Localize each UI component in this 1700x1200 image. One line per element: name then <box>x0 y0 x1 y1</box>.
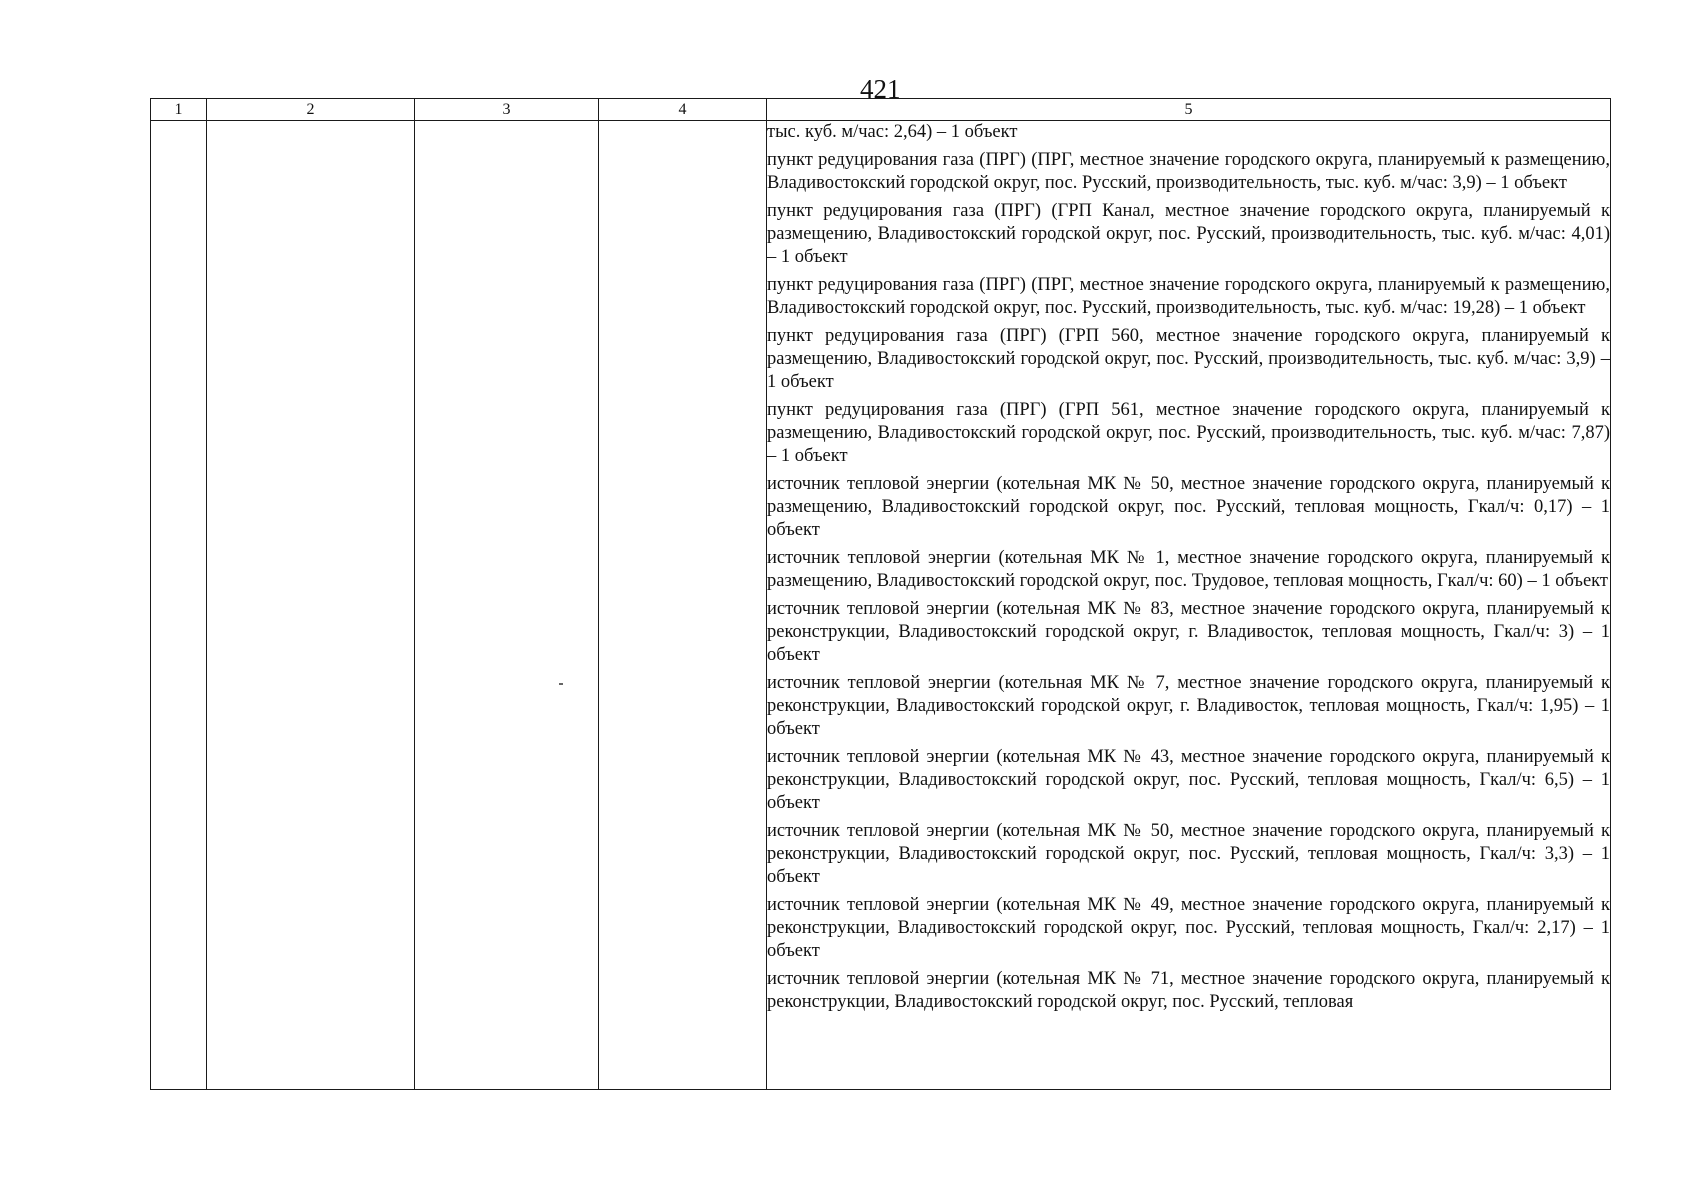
page-number: 421 <box>860 74 901 104</box>
entry-text: пункт редуцирования газа (ПРГ) (ГРП 560, местное значение городского округа, планируемый к размещению, Владивостокский городской округ, пос. Русский, производительность, тыс. куб. м/час: 3,9) – 1 объект <box>767 326 1610 392</box>
entry-text: пункт редуцирования газа (ПРГ) (ГРП 561, местное значение городского округа, планируемый к размещению, Владивостокский городской округ, пос. Русский, производительность, тыс. куб. м/час: 7,87) – 1 объект <box>767 400 1610 466</box>
document-table <box>150 98 1611 1090</box>
entry-text: источник тепловой энергии (котельная МК № 71, местное значение городского округа, планируемый к реконструкции, Владивостокский городской округ, пос. Русский, тепловая <box>767 969 1610 1012</box>
cell-col-1 <box>151 121 207 1090</box>
entry-text: пункт редуцирования газа (ПРГ) (ПРГ, местное значение городского округа, планируемый к размещению, Владивостокский городской округ, пос. Русский, производительность, тыс. куб. м/час: 19,28) – 1 объект <box>767 275 1610 318</box>
entry-text: пункт редуцирования газа (ПРГ) (ГРП Канал, местное значение городского округа, планируемый к размещению, Владивостокский городской округ, пос. Русский, производительность, тыс. куб. м/час: 4,01) – 1 объект <box>767 201 1610 267</box>
entry-text: тыс. куб. м/час: 2,64) – 1 объект <box>767 122 1018 142</box>
column-header-2: 2 <box>207 99 415 121</box>
entry-text: источник тепловой энергии (котельная МК № 50, местное значение городского округа, планируемый к размещению, Владивостокский городской округ, пос. Русский, тепловая мощность, Гкал/ч: 0,17) – 1 объект <box>767 474 1610 540</box>
cell-col-5 <box>767 121 1611 1090</box>
entry-text: источник тепловой энергии (котельная МК № 43, местное значение городского округа, планируемый к реконструкции, Владивостокский городской округ, пос. Русский, тепловая мощность, Гкал/ч: 6,5) – 1 объект <box>767 747 1610 813</box>
cell-col-3 <box>415 121 599 1090</box>
entry-text: пункт редуцирования газа (ПРГ) (ПРГ, местное значение городского округа, планируемый к размещению, Владивостокский городской округ, пос. Русский, производительность, тыс. куб. м/час: 3,9) – 1 объект <box>767 150 1610 193</box>
column-header-1: 1 <box>151 99 207 121</box>
entry-text: источник тепловой энергии (котельная МК № 1, местное значение городского округа, планируемый к размещению, Владивостокский городской округ, пос. Трудовое, тепловая мощность, Гкал/ч: 60) – 1 объект <box>767 548 1610 591</box>
entry-text: источник тепловой энергии (котельная МК № 7, местное значение городского округа, планируемый к реконструкции, Владивостокский городской округ, г. Владивосток, тепловая мощность, Гкал/ч: 1,95) – 1 объект <box>767 673 1610 739</box>
column-header-5: 5 <box>767 99 1611 121</box>
column-header-4: 4 <box>599 99 767 121</box>
scan-speck <box>559 683 563 685</box>
entry-text: источник тепловой энергии (котельная МК № 49, местное значение городского округа, планируемый к реконструкции, Владивостокский городской округ, пос. Русский, тепловая мощность, Гкал/ч: 2,17) – 1 объект <box>767 895 1610 961</box>
cell-col-4 <box>599 121 767 1090</box>
entry-text: источник тепловой энергии (котельная МК № 50, местное значение городского округа, планируемый к реконструкции, Владивостокский городской округ, пос. Русский, тепловая мощность, Гкал/ч: 3,3) – 1 объект <box>767 821 1610 887</box>
column-header-3: 3 <box>415 99 599 121</box>
cell-col-2 <box>207 121 415 1090</box>
table-header-row <box>151 99 1611 121</box>
table-row <box>151 121 1611 1090</box>
entry-text: источник тепловой энергии (котельная МК № 83, местное значение городского округа, планируемый к реконструкции, Владивостокский городской округ, г. Владивосток, тепловая мощность, Гкал/ч: 3) – 1 объект <box>767 599 1610 665</box>
